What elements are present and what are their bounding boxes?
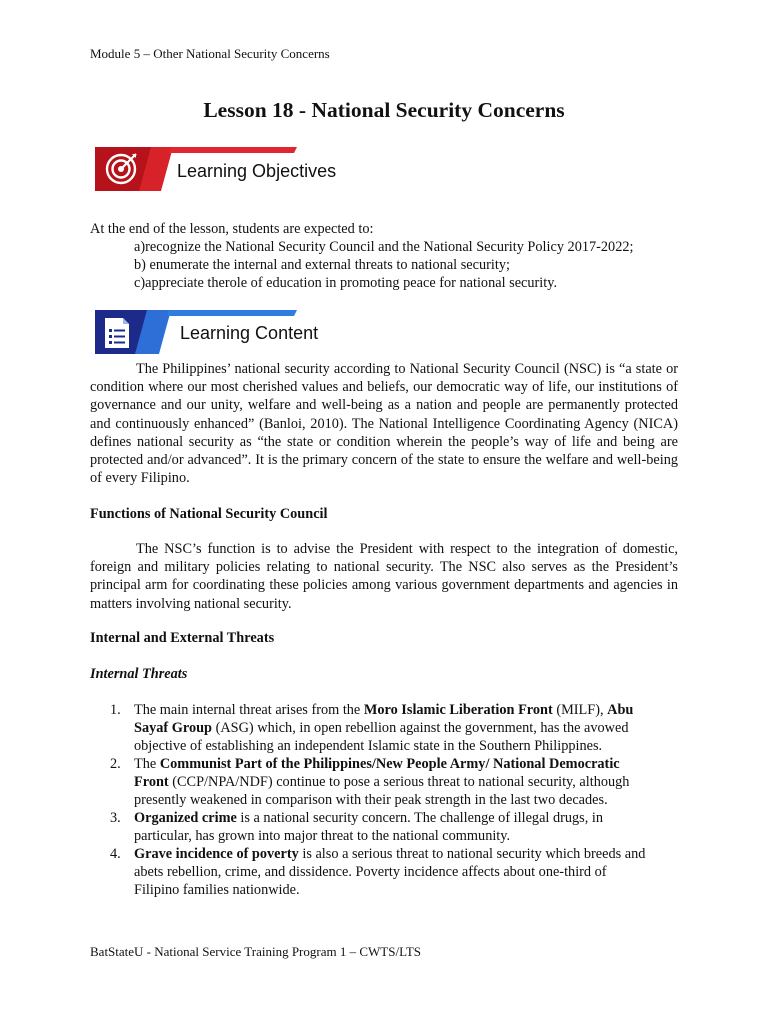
- page-title: Lesson 18 - National Security Concerns: [203, 98, 565, 122]
- list-item-4-line2: abets rebellion, crime, and dissidence. Poverty incidence affects about one-third of: [134, 864, 607, 880]
- page-footer: BatStateU - National Service Training Program 1 – CWTS/LTS: [90, 944, 421, 959]
- list-item-4-line3: Filipino families nationwide.: [134, 882, 300, 898]
- list-number: 3.: [110, 810, 121, 826]
- threats-heading: Internal and External Threats: [90, 630, 275, 646]
- learning-objectives-title: Learning Objectives: [177, 161, 337, 181]
- document-icon: [105, 318, 129, 348]
- functions-heading: Functions of National Security Council: [90, 506, 328, 522]
- objectives-intro: At the end of the lesson, students are expected to:: [90, 221, 374, 237]
- national-security-paragraph: The Philippines’ national security according to National Security Council (NSC) is “a state or condition where our most cherished values and beliefs, our democratic way of life, our institutions of governance and our unity, welfare and well-being as a nation and people are permanently protected and continuously enhanced” (Banloi, 2010). The National Intelligence Coordinating Agency (NICA) defines national security as “the state or condition wherein the people’s way of life and being are protected and/or advanced”. It is the primary concern of the state to ensure the welfare and well-being of every Filipino.: [90, 361, 678, 487]
- learning-content-title: Learning Content: [180, 323, 319, 343]
- internal-threats-subheading: Internal Threats: [90, 666, 188, 682]
- list-item-4-line1: Grave incidence of poverty is also a serious threat to national security which breeds and: [134, 846, 646, 862]
- functions-paragraph: The NSC’s function is to advise the President with respect to the integration of domestic, foreign and military policies relating to national security. The NSC also serves as the President’s principal arm for coordinating these policies among various government departments and agencies in matters involving national security.: [90, 541, 678, 612]
- list-number: 1.: [110, 702, 121, 718]
- list-item-1-line2: Sayaf Group (ASG) which, in open rebellion against the government, has the avowed: [134, 720, 629, 736]
- objective-item-a: a)recognize the National Security Council and the National Security Policy 2017-2022;: [134, 239, 634, 255]
- list-item-3-line1: Organized crime is a national security concern. The challenge of illegal drugs, in: [134, 810, 603, 826]
- list-number: 2.: [110, 756, 121, 772]
- list-item-3-line2: particular, has grown into major threat to the national community.: [134, 828, 511, 844]
- list-item-2-line3: presently weakened in comparison with their peak strength in the last two decades.: [134, 792, 608, 808]
- list-number: 4.: [110, 846, 121, 862]
- objective-item-b: b) enumerate the internal and external threats to national security;: [134, 257, 510, 273]
- list-item-1-line3: objective of establishing an independent Islamic state in the Southern Philippines.: [134, 738, 603, 754]
- list-item-2-line2: Front (CCP/NPA/NDF) continue to pose a serious threat to national security, although: [134, 774, 630, 790]
- list-item-1-line1: The main internal threat arises from the Moro Islamic Liberation Front (MILF), Abu: [134, 702, 634, 718]
- running-header: Module 5 – Other National Security Concerns: [90, 46, 330, 61]
- objective-item-c: c)appreciate therole of education in promoting peace for national security.: [134, 275, 558, 291]
- list-item-2-line1: The Communist Part of the Philippines/New People Army/ National Democratic: [134, 756, 620, 772]
